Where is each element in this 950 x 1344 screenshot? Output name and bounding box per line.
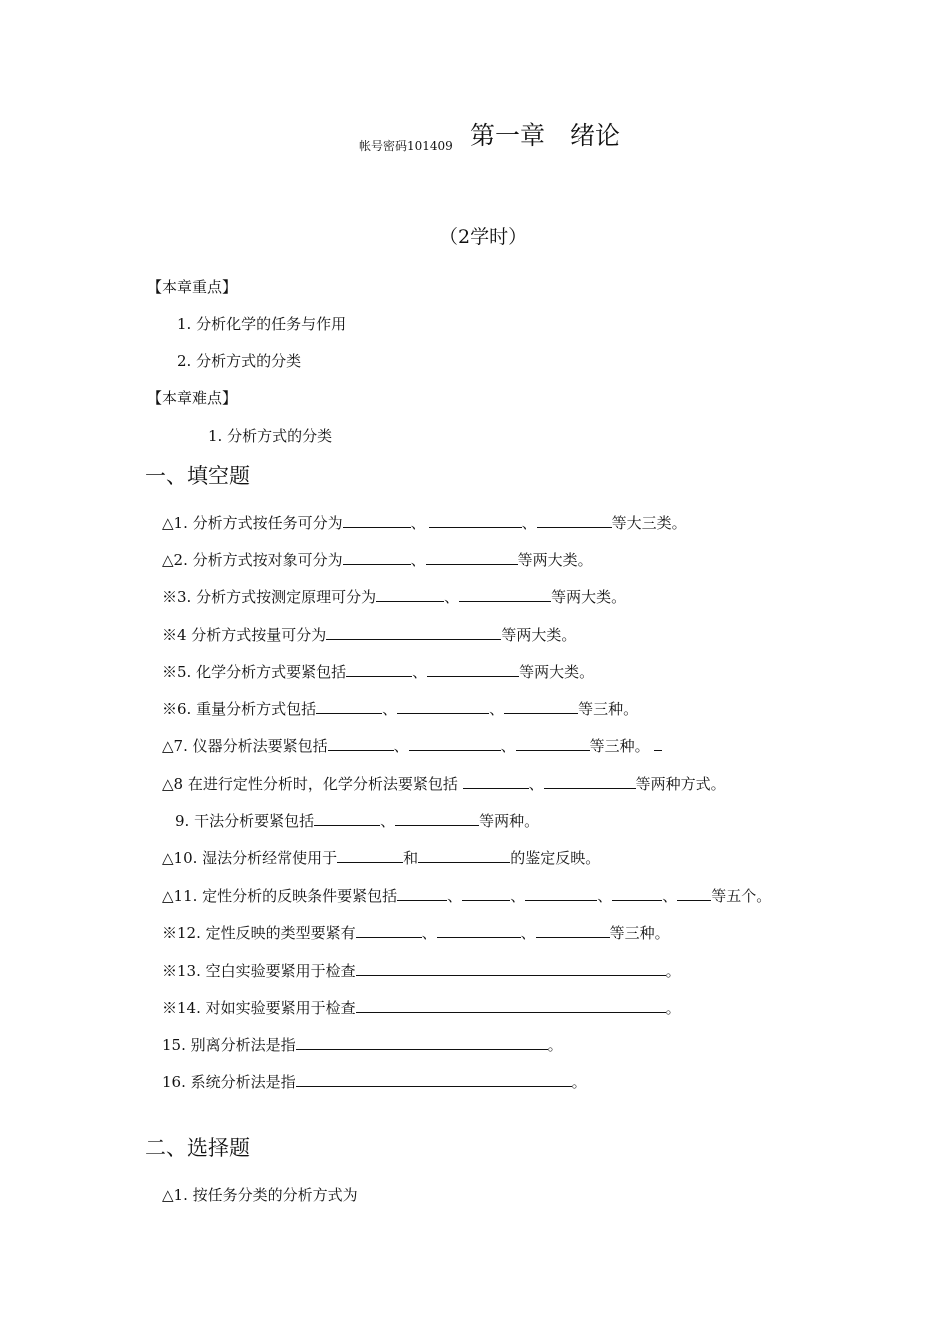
fill-question-15: [162, 1034, 563, 1055]
question-text: 、: [489, 700, 505, 718]
choice-question-1: △1. 按任务分类的分析方式为: [162, 1186, 358, 1204]
question-text: ※4 分析方式按量可分为: [162, 626, 327, 644]
question-text: 、: [380, 812, 396, 830]
answer-blank[interactable]: [677, 885, 711, 901]
section-heading-choice: 二、选择题: [145, 1136, 250, 1160]
answer-blank[interactable]: [326, 624, 396, 640]
answer-blank[interactable]: [409, 735, 501, 751]
answer-blank[interactable]: [296, 1071, 572, 1087]
question-text: 9. 干法分析要紧包括: [175, 812, 315, 830]
answer-blank[interactable]: [516, 735, 590, 751]
answer-blank[interactable]: [376, 586, 444, 602]
question-text: ※3. 分析方式按测定原理可分为: [162, 588, 377, 606]
question-text: 。: [665, 962, 681, 980]
question-text: 、: [662, 887, 678, 905]
answer-blank[interactable]: [427, 661, 519, 677]
answer-blank[interactable]: [654, 735, 662, 751]
question-text: 、: [382, 700, 398, 718]
question-text: 等两种。: [479, 812, 540, 830]
question-text: 等三种。: [609, 924, 670, 942]
question-text: 、: [447, 887, 463, 905]
question-text: 、: [500, 737, 516, 755]
answer-blank[interactable]: [537, 512, 612, 528]
answer-blank[interactable]: [426, 549, 518, 565]
answer-blank[interactable]: [612, 885, 662, 901]
question-text: 、: [393, 737, 409, 755]
question-text: 等三种。: [578, 700, 639, 718]
difficult-point-item: 1. 分析方式的分类: [208, 427, 333, 445]
account-note: 帐号密码101409: [359, 139, 453, 153]
question-text: 等大三类。: [611, 514, 687, 532]
question-text: △7. 仪器分析法要紧包括: [162, 737, 328, 755]
fill-question-14: [162, 997, 681, 1018]
question-text: 。: [571, 1073, 587, 1091]
answer-blank[interactable]: [316, 698, 382, 714]
question-text: 等三种。: [589, 737, 650, 755]
answer-blank[interactable]: [328, 735, 394, 751]
question-text: 、: [410, 551, 426, 569]
question-text: △2. 分析方式按对象可分为: [162, 551, 343, 569]
question-text: 等两种方式。: [635, 775, 726, 793]
answer-blank[interactable]: [343, 512, 411, 528]
fill-question-11: [162, 885, 771, 906]
fill-question-2: [162, 549, 593, 570]
question-text: 等两大类。: [517, 551, 593, 569]
class-hours: （2学时）: [439, 226, 528, 248]
fill-question-16: [162, 1071, 587, 1092]
question-text: △11. 定性分析的反映条件要紧包括: [162, 887, 398, 905]
answer-blank[interactable]: [544, 773, 636, 789]
answer-blank[interactable]: [337, 847, 403, 863]
fill-question-9: [175, 810, 539, 831]
question-text: 、: [510, 887, 526, 905]
question-text: △8 在进行定性分析时，化学分析法要紧包括: [162, 775, 463, 793]
question-text: 、: [412, 663, 428, 681]
answer-blank[interactable]: [397, 698, 489, 714]
question-text: △1. 分析方式按任务可分为: [162, 514, 343, 532]
question-text: 、: [444, 588, 460, 606]
question-text: ※5. 化学分析方式要紧包括: [162, 663, 347, 681]
section-heading-fill-in: 一、填空题: [145, 464, 250, 488]
answer-blank[interactable]: [397, 885, 447, 901]
fill-question-1: [162, 512, 687, 533]
answer-blank[interactable]: [536, 922, 610, 938]
question-text: ※12. 定性反映的类型要紧有: [162, 924, 356, 942]
question-text: 等两大类。: [501, 626, 577, 644]
question-text: ※13. 空白实验要紧用于检查: [162, 962, 356, 980]
question-text: 等两大类。: [551, 588, 627, 606]
question-text: 、: [521, 514, 537, 532]
fill-question-3: [162, 586, 626, 607]
difficult-points-label: 【本章难点】: [147, 389, 238, 407]
question-text: 。: [547, 1036, 563, 1054]
fill-question-6: [162, 698, 638, 719]
answer-blank[interactable]: [356, 922, 422, 938]
answer-blank[interactable]: [343, 549, 411, 565]
chapter-title: 第一章 绪论: [470, 121, 621, 150]
key-points-label: 【本章重点】: [147, 278, 238, 296]
key-point-item: 2. 分析方式的分类: [177, 352, 302, 370]
answer-blank[interactable]: [296, 1034, 548, 1050]
answer-blank[interactable]: [395, 810, 479, 826]
answer-blank[interactable]: [463, 773, 529, 789]
question-text: △10. 湿法分析经常使用于: [162, 849, 338, 867]
question-text: 的鉴定反映。: [510, 849, 601, 867]
answer-blank[interactable]: [504, 698, 578, 714]
question-text: 和: [403, 849, 419, 867]
answer-blank[interactable]: [396, 624, 501, 640]
question-text: 等两大类。: [519, 663, 595, 681]
fill-question-12: [162, 922, 670, 943]
answer-blank[interactable]: [356, 997, 666, 1013]
question-text: 。: [665, 999, 681, 1017]
fill-question-7: [162, 735, 662, 756]
question-text: 、: [421, 924, 437, 942]
key-point-item: 1. 分析化学的任务与作用: [177, 315, 347, 333]
question-text: 16. 系统分析法是指: [162, 1073, 296, 1091]
question-text: ※14. 对如实验要紧用于检查: [162, 999, 356, 1017]
answer-blank[interactable]: [429, 512, 522, 528]
answer-blank[interactable]: [356, 960, 666, 976]
answer-blank[interactable]: [525, 885, 597, 901]
answer-blank[interactable]: [346, 661, 412, 677]
answer-blank[interactable]: [314, 810, 380, 826]
question-text: 、: [597, 887, 613, 905]
fill-question-5: [162, 661, 594, 682]
answer-blank[interactable]: [462, 885, 510, 901]
fill-question-13: [162, 960, 681, 981]
question-text: 等五个。: [711, 887, 772, 905]
question-text: 、: [520, 924, 536, 942]
answer-blank[interactable]: [459, 586, 551, 602]
fill-question-8: [162, 773, 726, 794]
answer-blank[interactable]: [418, 847, 510, 863]
question-text: ※6. 重量分析方式包括: [162, 700, 317, 718]
question-text: 、: [528, 775, 544, 793]
question-text: 15. 别离分析法是指: [162, 1036, 296, 1054]
question-text: 、: [410, 514, 426, 532]
fill-question-4: [162, 624, 576, 645]
answer-blank[interactable]: [437, 922, 521, 938]
fill-question-10: [162, 847, 600, 868]
